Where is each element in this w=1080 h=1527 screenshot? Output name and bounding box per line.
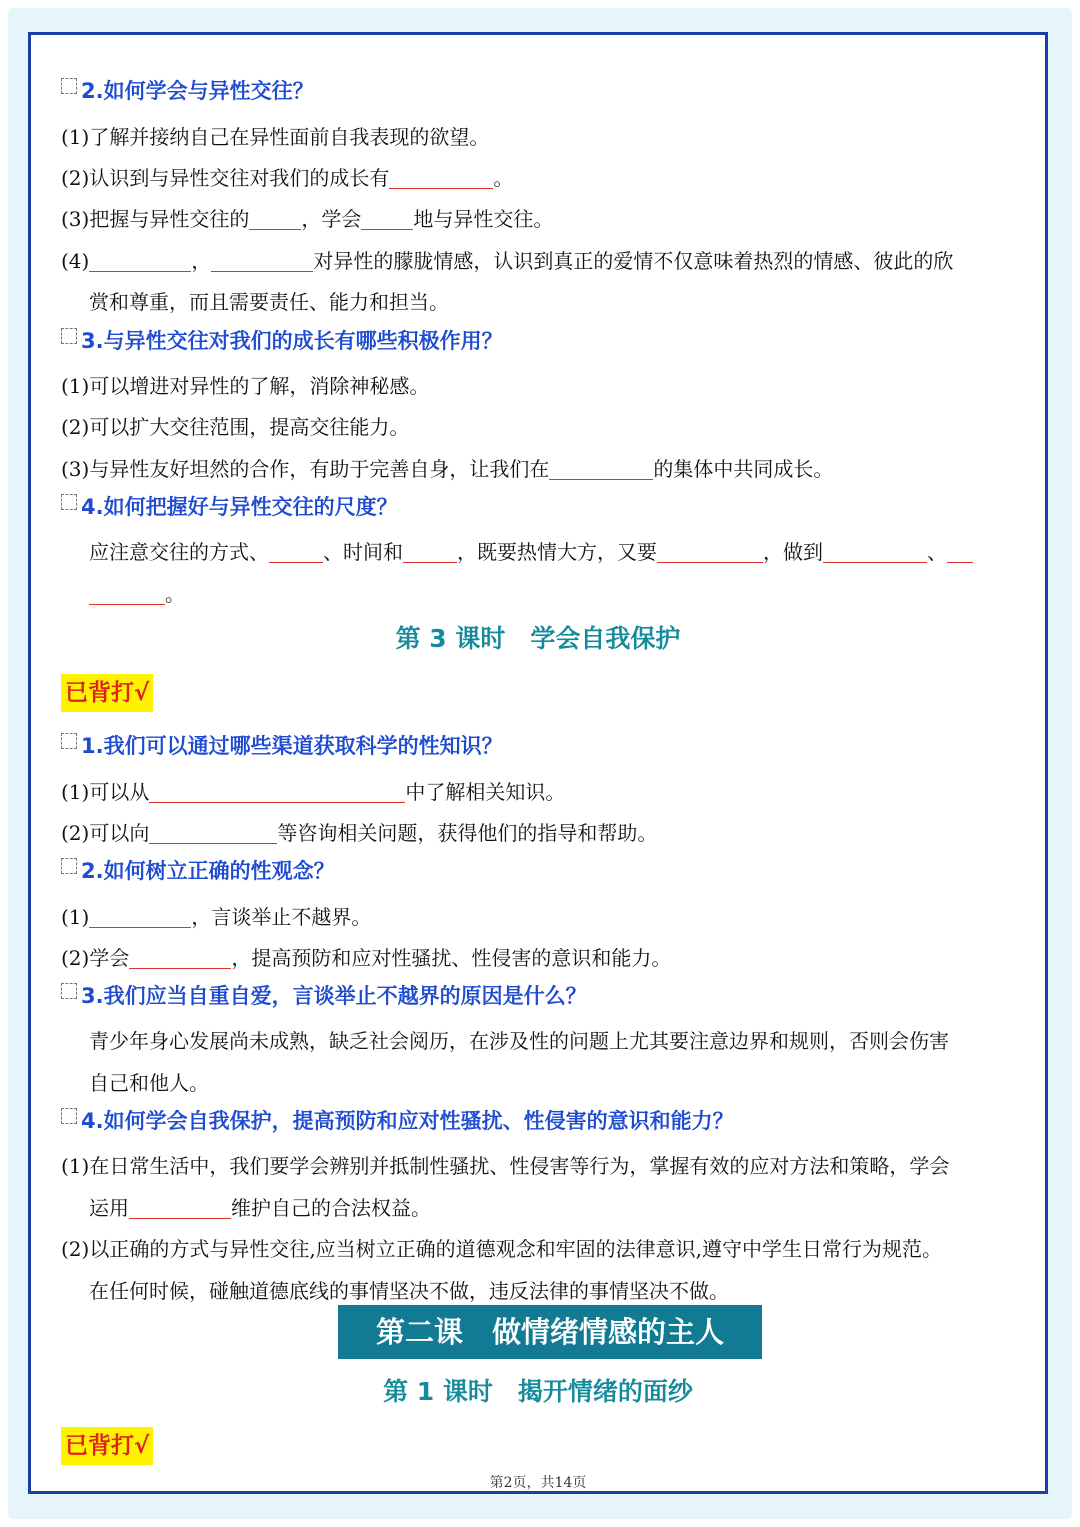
lesson-title: 第 1 课时 揭开情绪的面纱	[383, 1377, 693, 1406]
memorized-badge: 已背打√	[61, 1427, 153, 1465]
fill-blank[interactable]	[129, 948, 231, 969]
fill-blank[interactable]	[89, 907, 191, 928]
answer-line: 在任何时候，碰触道德底线的事情坚决不做，违反法律的事情坚决不做。	[89, 1279, 729, 1303]
answer-line: (2)认识到与异性交往对我们的成长有 。	[61, 166, 514, 190]
fill-blank[interactable]	[947, 542, 973, 563]
fill-blank[interactable]	[89, 584, 165, 605]
question-heading: 3.我们应当自重自爱，言谈举止不越界的原因是什么？	[61, 980, 587, 1010]
answer-line: 运用 维护自己的合法权益。	[89, 1196, 431, 1220]
fill-blank[interactable]	[149, 782, 405, 803]
checkbox-icon[interactable]	[61, 733, 77, 749]
answer-line: (3)与异性友好坦然的合作，有助于完善自身，让我们在 的集体中共同成长。	[61, 457, 834, 481]
question-heading: 2.如何树立正确的性观念？	[61, 855, 335, 885]
answer-line: (4) ， 对异性的朦胧情感，认识到真正的爱情不仅意味着热烈的情感、彼此的欣	[61, 249, 954, 273]
answer-line: (2)可以扩大交往范围，提高交往能力。	[61, 415, 410, 439]
answer-line: (3)把握与异性交往的 ，学会 地与异性交往。	[61, 207, 554, 231]
fill-blank[interactable]	[823, 542, 927, 563]
answer-line: 青少年身心发展尚未成熟，缺乏社会阅历，在涉及性的问题上尤其要注意边界和规则，否则会伤害	[89, 1029, 949, 1053]
unit-title-banner: 第二课 做情绪情感的主人	[338, 1305, 762, 1359]
answer-line: 自己和他人。	[89, 1071, 209, 1095]
question-heading: 3.与异性交往对我们的成长有哪些积极作用？	[61, 325, 503, 355]
fill-blank[interactable]	[361, 209, 413, 230]
question-heading: 4.如何把握好与异性交往的尺度？	[61, 491, 398, 521]
question-heading: 4.如何学会自我保护，提高预防和应对性骚扰、性侵害的意识和能力？	[61, 1105, 734, 1135]
answer-line: 赏和尊重，而且需要责任、能力和担当。	[89, 290, 449, 314]
answer-line: (2)学会 ，提高预防和应对性骚扰、性侵害的意识和能力。	[61, 946, 672, 970]
fill-blank[interactable]	[403, 542, 457, 563]
answer-line: (1)可以从 中了解相关知识。	[61, 780, 566, 804]
fill-blank[interactable]	[149, 823, 277, 844]
question-heading: 2.如何学会与异性交往？	[61, 75, 314, 105]
memorized-badge: 已背打√	[61, 674, 153, 712]
question-heading: 1.我们可以通过哪些渠道获取科学的性知识？	[61, 730, 503, 760]
page-frame	[28, 32, 1048, 1494]
checkbox-icon[interactable]	[61, 983, 77, 999]
checkbox-icon[interactable]	[61, 328, 77, 344]
fill-blank[interactable]	[211, 251, 313, 272]
fill-blank[interactable]	[129, 1198, 231, 1219]
checkbox-icon[interactable]	[61, 78, 77, 94]
lesson-title: 第 3 课时 学会自我保护	[395, 624, 681, 653]
checkbox-icon[interactable]	[61, 1108, 77, 1124]
answer-line: 。	[89, 578, 185, 607]
fill-blank[interactable]	[549, 459, 653, 480]
checkbox-icon[interactable]	[61, 858, 77, 874]
answer-line: (1)可以增进对异性的了解，消除神秘感。	[61, 374, 430, 398]
answer-line: (1)了解并接纳自己在异性面前自我表现的欲望。	[61, 125, 490, 149]
fill-blank[interactable]	[269, 542, 323, 563]
fill-blank[interactable]	[389, 168, 493, 189]
answer-line: 应注意交往的方式、 、时间和 ，既要热情大方，又要 ，做到 、	[89, 536, 973, 565]
fill-blank[interactable]	[657, 542, 763, 563]
fill-blank[interactable]	[249, 209, 301, 230]
checkbox-icon[interactable]	[61, 494, 77, 510]
page-number: 第2页，共14页	[489, 1475, 587, 1491]
answer-line: (2)可以向 等咨询相关问题，获得他们的指导和帮助。	[61, 821, 658, 845]
fill-blank[interactable]	[89, 251, 191, 272]
answer-line: (1)在日常生活中，我们要学会辨别并抵制性骚扰、性侵害等行为，掌握有效的应对方法和策略，学会	[61, 1154, 950, 1178]
answer-line: (2)以正确的方式与异性交往,应当树立正确的道德观念和牢固的法律意识,遵守中学生日常行为规范。	[61, 1237, 943, 1261]
answer-line: (1) ，言谈举止不越界。	[61, 905, 372, 929]
